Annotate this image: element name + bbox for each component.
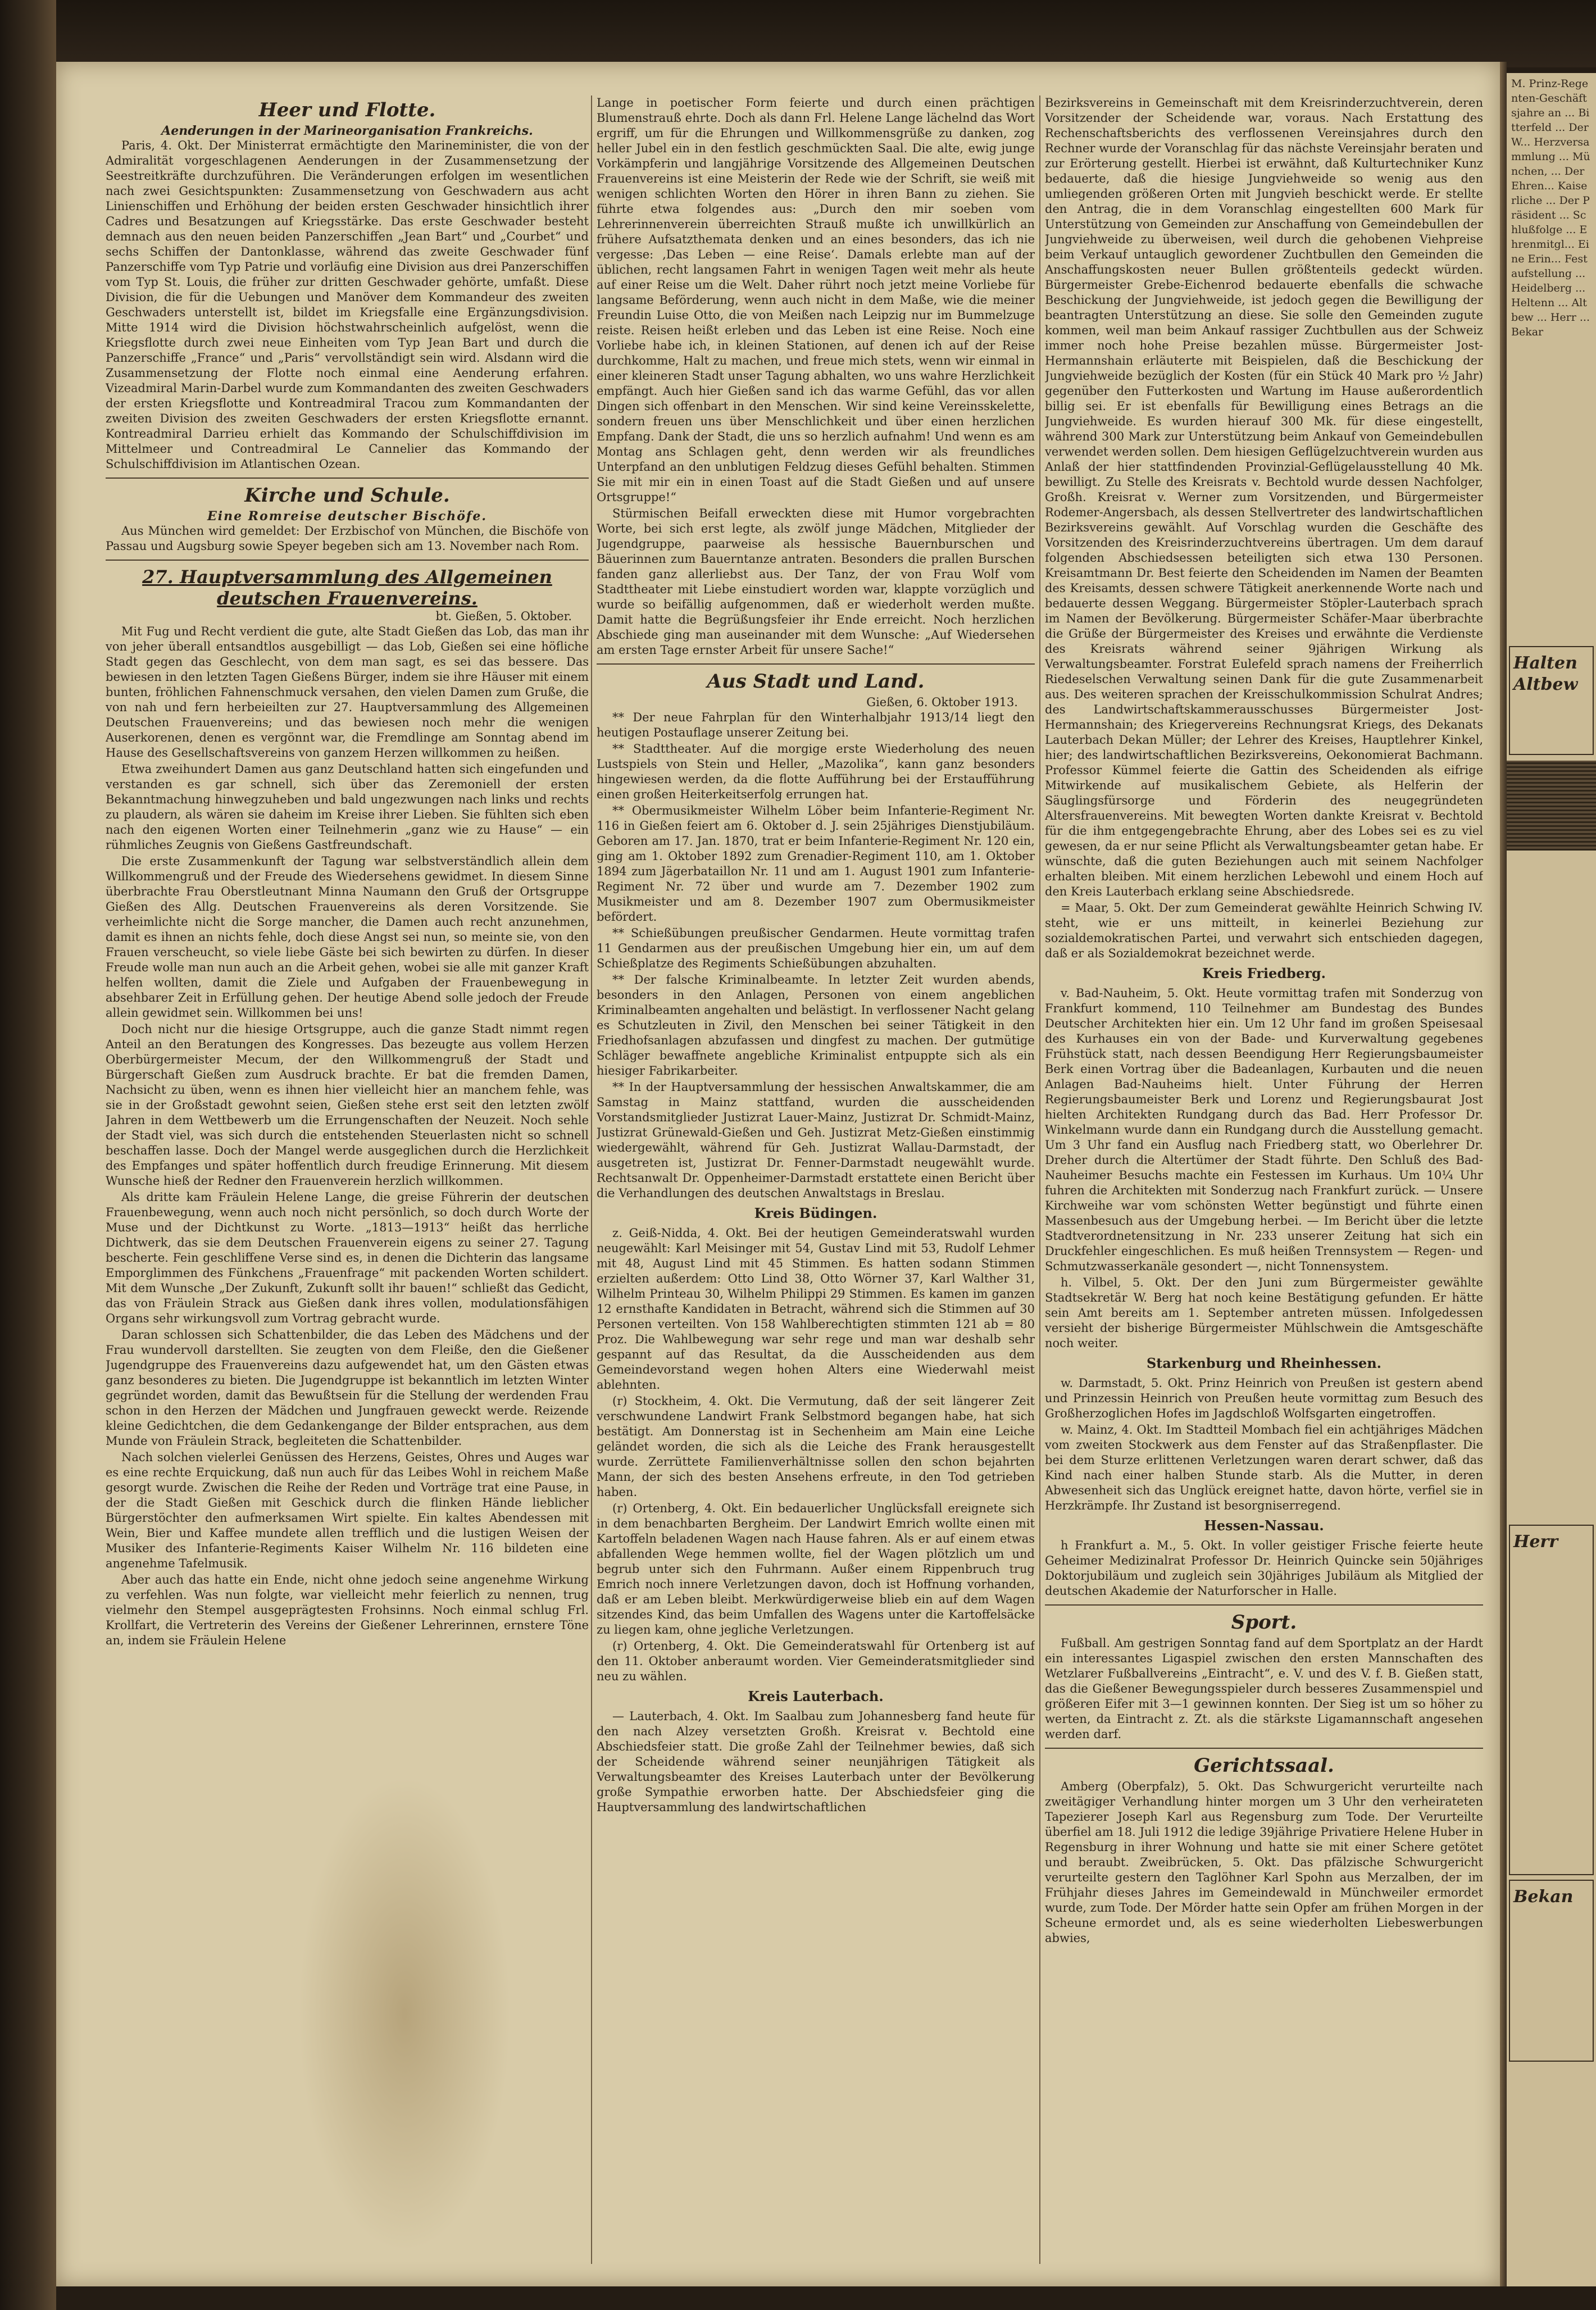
article-paragraph: Als dritte kam Fräulein Helene Lange, die greise Führerin der deutschen Frauenbewegung, wenn auch noch nicht persönlich, so doch durch Worte der Muse und der Dichtkunst zu Worte. „1813—1913“ heißt das herrliche Dichtwerk, das sie dem Deutschen Frauenverein eigens zu seiner 27. Tagung bescherte. Fein geschliffene Verse sind es, in denen die Dichterin das langsame Emporglimmen des Fünkchens „Frauenfrage“ mit packenden Worten schildert. Mit dem Wunsche „Der Zukunft, Zukunft sollt ihr bauen!“ schließt das Gedicht, das von Fräulein Strack aus Gießen dank ihres vollen, modulationsfähigen Organs sehr wirkungsvoll zum Vortrag gebracht wurde. (106, 1190, 589, 1325)
article-body-marine: Paris, 4. Okt. Der Ministerrat ermächtigte den Marineminister, die von der Admiralität vorgeschlagenen Aenderungen in der Zusammensetzung der Seestreitkräfte durchzuführen. Die Veränderungen erfolgen im wesentlichen nach zwei Gesichtspunkten: Zusammensetzung von Geschwadern aus acht Linienschiffen und Erhöhung der beiden ersten Geschwader hinsichtlich ihrer Cadres und Besatzungen auf Kriegsstärke. Das erste Geschwader besteht demnach aus den neuen beiden Panzerschiffen „Jean Bart“ und „Courbet“ und sechs Schiffen der Dantonklasse, während das zweite Geschwader fünf Panzerschiffe vom Typ Patrie und vorläufig eine Division aus drei Panzerschiffen vom Typ St. Louis, die früher zur dritten Geschwader gehörte, umfaßt. Diese Division, die für die Uebungen und Manöver dem Kommandeur des zweiten Geschwaders unterstellt ist, bildet im Kriegsfalle eine Ergänzungsdivision. Mitte 1914 wird die Division höchstwahrscheinlich aufgelöst, wenn die Kriegsflotte durch zwei neue Einheiten vom Typ Jean Bart und durch die Panzerschiffe „France“ und „Paris“ vervollständigt sein wird. Alsdann wird die Zusammensetzung der Flotte noch einmal eine Aenderung erfahren. Vizeadmiral Marin-Darbel wurde zum Kommandanten des zweiten Geschwaders der ersten Kriegsflotte und Kontreadmiral Tracou zum Kommandanten der zweiten Division des zweiten Geschwaders der ersten Kriegsflotte ernannt. Kontreadmiral Darrieu erhielt das Kommando der Schulschiffdivision im Mittelmeer und Contreadmiral Le Cannelier das Kommando der Schulschiffdivision im Atlantischen Ozean. (106, 139, 589, 471)
article-continuation: Lange in poetischer Form feierte und durch einen prächtigen Blumenstrauß ehrte. Doch als dann Frl. Helene Lange lächelnd das Wort ergriff, um für die Ehrungen und Willkommensgrüße zu danken, zog heller Jubel ein in den festlich geschmückten Saal. Die alte, ewig junge Vorkämpferin und langjährige Vorsitzende des Allgemeinen Deutschen Frauenvereins ist eine Meisterin der Rede wie der Schrift, sie weiß mit wenigen schlichten Worten den Hörer in ihren Bann zu ziehen. Sie führte etwa folgendes aus: „Durch den mir soeben vom Lehrerinnenverein überreichten Strauß mußte ich unwillkürlich an frühere Aufsatzthemata denken und an eines besonders, das ich nie vergesse: ‚Das Leben — eine Reise‘. Damals erlebte man auf der üblichen, recht langsamen Fahrt in wenigen Tagen weit mehr als heute auf einer Reise um die Welt. Daher rührt noch jetzt meine Vorliebe für langsame Beförderung, wenn auch nicht in dem Maße, wie die meiner Freundin Luise Otto, die von Meißen nach Leipzig nur im Bummelzuge reiste. Reisen heißt erleben und das Leben ist eine Reise. Noch eine Vorliebe habe ich, in kleinen Stationen, auf denen ich auf der Reise durchkomme, Halt zu machen, und freue mich stets, wenn wir einmal in einer kleineren Stadt unser Tagung abhalten, wo uns wahre Herzlichkeit empfängt. Auch hier Gießen sand ich das warme Gefühl, das vor allen Dingen sich offenbart in den Menschen. Wir sind keine Vereinsskelette, sondern freuen uns über Menschlichkeit und über einen herzlichen Empfang. Dank der Stadt, die uns so herzlich aufnahm! Und wenn es am Montag ans Schlagen geht, denn werden wir als freundliches Unterpfand an den unblutigen Feldzug dieses Gefühl behalten. Stimmen Sie mit mir ein in einen Toast auf die Stadt Gießen und auf unsere Ortsgruppe!“ (597, 96, 1035, 504)
divider (597, 663, 1035, 665)
binding-gutter (1500, 62, 1507, 2286)
adjacent-page-ad: Halten Altbew (1509, 646, 1594, 755)
column-1 (106, 96, 589, 2264)
news-item: (r) Ortenberg, 4. Okt. Ein bedauerlicher Unglücksfall ereignete sich in dem benachbarten Bergheim. Der Landwirt Emrich wollte einen mit Kartoffeln beladenen Wagen nach Hause fahren. Als er auf einem etwas abfallenden Wege hemmen wollte, fiel der Wagen plötzlich um und begrub unter sich den Fuhrmann. Außer einem Rippenbruch trug Emrich noch innere Verletzungen davon, doch ist Hoffnung vorhanden, daß er am Leben bleibt. Merkwürdigerweise blieb ein auf dem Wagen sitzendes Kind, das beim Umfallen des Wagens unter die Kartoffelsäcke zu liegen kam, ohne jegliche Verletzungen. (597, 1502, 1035, 1636)
adjacent-page-edge (1507, 73, 1596, 2286)
adjacent-page-ad: Herr (1509, 1525, 1594, 1875)
subsection-starkenburg: Starkenburg und Rheinhessen. (1146, 1355, 1382, 1371)
divider (1045, 1604, 1483, 1606)
adjacent-page-text: M. Prinz-Regenten-Geschäftsjahre an ... Bitterfeld ... Der W... Herzversammlung ... München, ... Der Ehren... Kaiserliche ... Der Präsident ... Schlußfolge ... Ehrenmitgl... Eine Erin... Festaufstellung ... Heidelberg ... Heltenn ... Altbew ... Herr ... Bekar (1511, 78, 1590, 338)
news-item: ** In der Hauptversammlung der hessischen Anwaltskammer, die am Samstag in Mainz stattfand, wurden die ausscheidenden Vorstandsmitglieder Justizrat Lauer-Mainz, Justizrat Dr. Schmidt-Mainz, Justizrat Grünewald-Gießen und Geh. Justizrat Metz-Gießen einstimmig wiedergewählt, während für Geh. Justizrat Wallau-Darmstadt, der ausgetreten ist, Justizrat Dr. Fenner-Darmstadt neugewählt wurde. Rechtsanwalt Dr. Oppenheimer-Darmstadt erstattete einen Bericht über die Verhandlungen des deutschen Anwaltstags in Breslau. (597, 1080, 1035, 1200)
news-item: ** Stadttheater. Auf die morgige erste Wiederholung des neuen Lustspiels von Stein und Heller, „Mazolika“, kann ganz besonders hingewiesen werden, da die flotte Aufführung bei der Erstaufführung einen großen Heiterkeitserfolg errungen hat. (597, 742, 1035, 801)
section-title-aus-stadt-und-land: Aus Stadt und Land. (707, 670, 925, 693)
article-body-romreise: Aus München wird gemeldet: Der Erzbischof von München, die Bischöfe von Passau und Augsburg sowie Speyer begeben sich am 13. November nach Rom. (106, 524, 589, 553)
section-dateline: Gießen, 6. Oktober 1913. (866, 695, 1018, 709)
subsection-kreis-lauterbach: Kreis Lauterbach. (748, 1688, 884, 1704)
divider (106, 478, 589, 479)
article-paragraph: Doch nicht nur die hiesige Ortsgruppe, auch die ganze Stadt nimmt regen Anteil an den Beratungen des Kongresses. Das bezeugte aus vollem Herzen Oberbürgermeister Mecum, der den Willkommengruß der Stadt und Bürgerschaft Gießen zum Ausdruck brachte. Er bat die fremden Damen, Nachsicht zu üben, wenn es ihnen hier vielleicht hier an manchem fehle, was sie in der Großstadt gewohnt seien, Gießen stehe erst seit den letzten zwölf Jahren in dem Wettbewerb um die Errungenschaften der Neuzeit. Noch sehle der Stadt viel, was sich durch die entstehenden Steuerlasten nicht so schnell beschaffen lasse. Doch der Mangel werde ausgeglichen durch die Herzlichkeit des Empfanges und später hoffentlich durch freudige Erinnerung. Mit diesem Wunsche hieß der Redner den Frauenverein herzlich willkommen. (106, 1022, 589, 1188)
news-item: = Maar, 5. Okt. Der zum Gemeinderat gewählte Heinrich Schwing IV. steht, wie er uns mitteilt, in keinerlei Beziehung zur sozialdemokratischen Partei, und verwahrt sich entschieden dagegen, daß er als Sozialdemokrat bezeichnet werde. (1045, 901, 1483, 960)
article-paragraph: Aber auch das hatte ein Ende, nicht ohne jedoch seine angenehme Wirkung zu verfehlen. Was nun folgte, war vielleicht mehr feierlich zu nennen, trug vielmehr den Stempel ausgeprägtesten Frohsinns. Noch einmal schlug Frl. Krollfart, die Vertreterin des Vereins der Gießener Lehrerinnen, ernstere Töne an, indem sie Fräulein Helene (106, 1573, 589, 1647)
scan-left-edge (0, 0, 56, 2310)
article-paragraph: Daran schlossen sich Schattenbilder, die das Leben des Mädchens und der Frau wundervoll darstellten. Sie zeugten von dem Fleiße, den die Gießener Jugendgruppe des Frauenvereins dazu aufgewendet hat, um den Gästen etwas ganz besonderes zu bieten. Die Jugendgruppe ist bekanntlich im letzten Winter gegründet worden, damit das Bewußtsein für die Stellung der werdenden Frau schon in den Herzen der Mädchen und Jungfrauen geweckt werde. Reizende kleine Gedichtchen, die dem Gedankengange der Bilder entsprachen, aus dem Munde von Fräulein Strack, begleiteten die Schattenbilder. (106, 1328, 589, 1448)
divider (1045, 1748, 1483, 1749)
article-heading-marine: Aenderungen in der Marineorganisation Frankreichs. (161, 124, 533, 138)
section-title-kirche-und-schule: Kirche und Schule. (244, 484, 450, 507)
article-paragraph: Stürmischen Beifall erweckten diese mit Humor vorgebrachten Worte, bei sich erst legte, als zwölf junge Mädchen, Mitglieder der Jugendgruppe, paarweise als hessische Bauernburschen und Bäuerinnen zum Bauerntanze antraten. Besonders die prallen Burschen fanden ganz allerliebst aus. Der Tanz, der von Frau Wolf vom Stadttheater mit Liebe einstudiert worden war, klappte vorzüglich und wurde so beifällig aufgenommen, daß er wiederholt werden mußte. Damit hatte die Begrüßungsfeier ihr Ende erreicht. Noch herzlichen Abschiede ging man auseinander mit dem Wunsche: „Auf Wiedersehen am ersten Tage ernster Arbeit für unsere Sache!“ (597, 507, 1035, 657)
news-item: (r) Stockheim, 4. Okt. Die Vermutung, daß der seit längerer Zeit verschwundene Landwirt Frank Selbstmord begangen habe, hat sich bestätigt. Am Donnerstag ist in Sechenheim am Main eine Leiche geländet worden, die sich als die Leiche des Frank herausgestellt wurde. Zerrüttete Familienverhältnisse sollen den schon bejahrten Mann, der sich des besten Ansehens erfreute, in den Tod getrieben haben. (597, 1394, 1035, 1499)
article-paragraph: Die erste Zusammenkunft der Tagung war selbstverständlich allein dem Willkommengruß und der Freude des Wiedersehens gewidmet. In diesem Sinne überbrachte Frau Oberstleutnant Minna Naumann den Gruß der Ortsgruppe Gießen des Allg. Deutschen Frauenvereins als deren Vorsitzende. Sie verheimlichte nicht die Sorge mancher, die Damen auch recht anzunehmen, damit es ihnen an nichts fehle, doch diese Angst sei nun, so meinte sie, von den Frauen verscheucht, so viele liebe Gäste bei sich bewirten zu dürfen. In dieser Freude wolle man nun auch an die Arbeit gehen, wobei sie alle mit ganzer Kraft helfen wollten, damit die Ziele und Aufgaben der Frauenbewegung in absehbarer Zeit in Erfüllung gehen. Der heutige Abend solle jedoch der Freude allein gewidmet sein. Willkommen bei uns! (106, 854, 589, 1020)
article-continuation: Bezirksvereins in Gemeinschaft mit dem Kreisrinderzuchtverein, deren Vorsitzender der Scheidende war, voraus. Nach Erstattung des Rechenschaftsberichts des verflossenen Vereinsjahres durch den Rechner wurde der Voranschlag für das nächste Vereinsjahr beraten und zur Erörterung gestellt. Hierbei ist erwähnt, daß Kulturtechniker Kunz bedauerte, daß die hiesige Jungviehweide so wenig aus den umliegenden größeren Orten mit Jungvieh beschickt werde. Er stellte den Antrag, die in dem Voranschlag eingestellten 600 Mark für Unterstützung von Gemeinden zur Anschaffung von Gemeindebullen der Jungviehweide zu überweisen, weil durch die gehobenen Viehpreise beim Verkauf untauglich gewordener Zuchtbullen den Gemeinden die Anschaffungskosten neuer Bullen größtenteils gedeckt würden. Bürgermeister Grebe-Eichenrod bedauerte ebenfalls die schwache Beschickung der Jungviehweide, ist jedoch gegen die Bewilligung der beantragten Unterstützung an diese. Sie solle den Gemeinden zugute kommen, weil man beim Ankauf rassiger Zuchtbullen aus der Schweiz immer noch hohe Preise bezahlen müsse. Bürgermeister Jost-Hermannshain erläuterte mit Beispielen, daß die Beschickung der Jungviehweide bezüglich der Kosten (für ein Stück 40 Mark pro ½ Jahr) gegenüber den Futterkosten und Wartung im Hause außerordentlich billig sei. Er ist ebenfalls für Bewilligung eines Betrags an die Jungviehweide. Es wurden hierauf 300 Mk. für diese eingestellt, während 300 Mark zur Unterstützung beim Ankauf von Gemeindebullen verwendet werden sollen. Dem hiesigen Geflügelzuchtverein wurden aus Anlaß der hier stattfindenden Provinzial-Geflügelausstellung 40 Mk. bewilligt. Zu Stelle des Kreisrats v. Bechtold wurde dessen Nachfolger, Großh. Kreisrat v. Werner zum Vorsitzenden, und Bürgermeister Rodemer-Angersbach, als dessen Stellvertreter des landwirtschaftlichen Bezirksvereins gewählt. Auf Vorschlag wurden die Geschäfte des Vorsitzenden des Kreisrinderzuchtvereins übertragen. Um dem darauf folgenden Abschiedsessen beteiligten sich etwa 130 Personen. Kreisamtmann Dr. Best feierte den Scheidenden im Namen der Beamten des Kreisamts, dessen schwere Tätigkeit anerkennende Worte nach und bedauerte dessen Weggang. Bürgermeister Stöpler-Lauterbach sprach im Namen der Bevölkerung. Bürgermeister Schäfer-Maar überbrachte die Grüße der Bürgermeister des Kreises und erwähnte die Verdienste des Kreisrats während seiner 9jährigen Wirkung als Verwaltungsbeamter. Forstrat Eulefeld sprach namens der Freiherrlich Riedeselschen Verwaltung seinen Dank für die gute Zusammenarbeit aus. Des weiteren sprachen der Kreisschulkommission Schulrat Andres; des Landwirtschaftskammerausschusses Bürgermeister Jost-Hermannshain; des Kriegervereins Rechnungsrat Kriegs, des Dekanats Lauterbach Dekan Müller; der Lehrer des Kreises, Hauptlehrer Kinkel, hier; des landwirtschaftlichen Bezirksvereins, Oekonomierat Bachmann. Professor Kümmel feierte die Gattin des Scheidenden als eifrige Mitwirkende auf musikalischem Gebiete, als Helferin der Säuglingsfürsorge und Förderin des neugegründeten Altersfrauenvereins. Mit bewegten Worten dankte Kreisrat v. Bechtold für die ihm entgegengebrachte Ehrung, aber des Lobes sei es zu viel gewesen, da er nur seine Pflicht als Verwaltungsbeamter getan habe. Er wünschte, daß die guten Beziehungen auch mit seinem Nachfolger erhalten bleiben. Mit einem herzlichen Lebewohl und einem Hoch auf den Kreis Lauterbach erklang seine Abschiedsrede. (1045, 96, 1483, 898)
news-item: w. Mainz, 4. Okt. Im Stadtteil Mombach fiel ein achtjähriges Mädchen vom zweiten Stockwerk aus dem Fenster auf das Straßenpflaster. Die bei dem Sturze erlittenen Verletzungen waren derart schwer, daß das Kind nach einer halben Stunde starb. Als die Mutter, in deren Abwesenheit sich das Unglück ereignet hatte, davon hörte, verfiel sie in Herzkrämpfe. Ihr Zustand ist besorgniserregend. (1045, 1423, 1483, 1512)
news-item: v. Bad-Nauheim, 5. Okt. Heute vormittag trafen mit Sonderzug von Frankfurt kommend, 110 Teilnehmer am Bundestag des Bundes Deutscher Architekten hier ein. Um 12 Uhr fand im großen Speisesaal des Kurhauses ein von der Bade- und Kurverwaltung gegebenes Frühstück statt, nach dessen Beendigung Herr Regierungsbaumeister Berk einen Vortrag über die Badeanlagen, Kurbauten und die neuen Anlagen Bad-Nauheims hielt. Unter Führung der Herren Regierungsbaumeister Berk und Lorenz und Regierungsbaurat Jost hielten Architekten Rundgang durch das Bad. Herr Professor Dr. Winkelmann wurde dann ein Rundgang durch die Ausstellung gemacht. Um 3 Uhr fand ein Ausflug nach Friedberg statt, wo Oberlehrer Dr. Dreher durch die Altertümer der Stadt führte. Den Schluß des Bad-Nauheimer Besuchs machte ein Festessen im Kurhaus. Um 10¼ Uhr fuhren die Architekten mit Sonderzug nach Frankfurt zurück. — Unsere Kirchweihe war vom schönsten Wetter begünstigt und führte einen Massenbesuch aus der Umgebung herbei. — Im Bericht über die letzte Stadtverordnetensitzung in Nr. 233 unserer Zeitung hat sich ein Druckfehler eingeschlichen. Es muß heißen Trennsystem — Regen- und Schmutzwasserkanäle gesondert —, nicht Tonnensystem. (1045, 986, 1483, 1273)
news-item: Fußball. Am gestrigen Sonntag fand auf dem Sportplatz an der Hardt ein interessantes Ligaspiel zwischen den ersten Mannschaften des Wetzlarer Fußballvereins „Eintracht“, e. V. und des V. f. B. Gießen statt, das die Gießener Bewegungsspieler durch besseres Zusammenspiel und größeren Eifer mit 3—1 gewinnen konnten. Der Sieg ist um so höher zu werten, da Eintracht z. Zt. als die stärkste Ligamannschaft angesehen werden darf. (1045, 1636, 1483, 1741)
article-subtitle-romreise: Eine Romreise deutscher Bischöfe. (207, 509, 488, 524)
news-item: h. Vilbel, 5. Okt. Der den Juni zum Bürgermeister gewählte Stadtsekretär W. Berg hat noch keine Bestätigung gefunden. Er hätte sein Amt bereits am 1. September antreten müssen. Infolgedessen versieht der bisherige Bürgermeister Mühlschwein die Amtsgeschäfte noch weiter. (1045, 1276, 1483, 1350)
news-item: z. Geiß-Nidda, 4. Okt. Bei der heutigen Gemeinderatswahl wurden neugewählt: Karl Meisinger mit 54, Gustav Lind mit 53, Rudolf Lehmer mit 48, August Lind mit 45 Stimmen. Es hatten sodann Stimmen erzielten außerdem: Otto Lind 38, Otto Wörner 37, Karl Walther 31, Wilhelm Printeau 30, Wilhelm Philippi 29 Stimmen. Es kamen im ganzen 12 ernsthafte Kandidaten in Betracht, während sich die Stimmen auf 30 Personen verteilten. Von 158 Wahlberechtigten stimmten 121 ab = 80 Proz. Die Wahlbewegung war sehr rege und man war deshalb sehr gespannt auf das Resultat, da die Ausscheidenden aus dem Gemeindevorstand wegen hohen Alters eine Wiederwahl meist ablehnten. (597, 1226, 1035, 1392)
column-rule-1 (591, 96, 592, 2264)
news-item: ** Der neue Fahrplan für den Winterhalbjahr 1913/14 liegt den heutigen Postauflage unserer Zeitung bei. (597, 711, 1035, 739)
article-paragraph: Nach solchen vielerlei Genüssen des Herzens, Geistes, Ohres und Auges war es eine rechte Erquickung, daß nun auch für das Leibes Wohl in reichem Maße gesorgt wurde. Zwischen die Reihe der Reden und Vorträge trat eine Pause, in der die Stadt Gießen mit Geschick durch die flinken Hände lieblicher Bürgerstöchter den aufmerksamen Wirt spielte. Ein kaltes Abendessen mit Wein, Bier und Kaffee mundete allen trefflich und die lustigen Weisen der Musiker des Infanterie-Regiments Kaiser Wilhelm Nr. 116 bildeten eine angenehme Tafelmusik. (106, 1450, 589, 1570)
section-title-sport: Sport. (1231, 1611, 1297, 1634)
article-heading-frauenverein: 27. Hauptversammlung des Allgemeinen deutschen Frauenvereins. (142, 566, 552, 609)
section-title-heer-und-flotte: Heer und Flotte. (258, 99, 436, 121)
news-item: w. Darmstadt, 5. Okt. Prinz Heinrich von Preußen ist gestern abend und Prinzessin Heinrich von Preußen heute vormittag zum Besuch des Großherzoglichen Hofes im Jagdschloß Wolfsgarten eingetroffen. (1045, 1376, 1483, 1420)
article-paragraph: Etwa zweihundert Damen aus ganz Deutschland hatten sich eingefunden und verstanden es gar schnell, sich über das Zeremoniell der ersten Bekanntmachung hinwegzuheben und bald ungezwungen nach links und rechts zu plaudern, als wären sie daheim im Kreise ihrer Lieben. Sie fühlten sich eben nach den eigenen Worten einer Teilnehmerin „ganz wie zu Hause“ — ein rühmliches Zeugnis von Gießens Gastfreundschaft. (106, 762, 589, 852)
subsection-kreis-friedberg: Kreis Friedberg. (1202, 965, 1326, 981)
section-title-gerichtssaal: Gerichtssaal. (1194, 1754, 1334, 1777)
news-item: Amberg (Oberpfalz), 5. Okt. Das Schwurgericht verurteilte nach zweitägiger Verhandlung hinter morgen um 3 Uhr den verheirateten Tapezierer Joseph Karl aus Regensburg zum Tode. Der Verurteilte überfiel am 18. Juli 1912 die ledige 39jährige Privatiere Helene Huber in Regensburg in ihrer Wohnung und hatte sie mit einer Schere getötet und beraubt. Zweibrücken, 5. Okt. Das pfälzische Schwurgericht verurteilte gestern den Taglöhner Karl Spohn aus Merzalben, der im Frühjahr dieses Jahres im Gemeindewald in Münchweiler ermordet wurde, zum Tode. Der Mörder hatte sein Opfer am frühen Morgen in der Scheune ermordet und, als es seine wiederholten Liebeswerbungen abwies, (1045, 1780, 1483, 1945)
article-paragraph: Mit Fug und Recht verdient die gute, alte Stadt Gießen das Lob, das man ihr von jeher überall entsandtlos ausgebilligt — das Lob, Gießen sei eine höfliche Stadt gegen das Geschlecht, von dem man sagt, es sei das bessere. Das bewiesen in den letzten Tagen Gießens Bürger, indem sie ihre Häuser mit einem bunten, fröhlichen Fahnenschmuck versahen, den vielen Damen zum Gruße, die von nah und fern herbeieilten zur 27. Hauptversammlung des Allgemeinen Deutschen Frauenvereins; und das bewiesen noch mehr die wenigen Auserkorenen, denen es vergönnt war, die Fremdlinge am Sonntag abend im Hause des Gesellschaftsvereins von ganzem Herzen willkommen zu heißen. (106, 625, 589, 760)
news-item: ** Obermusikmeister Wilhelm Löber beim Infanterie-Regiment Nr. 116 in Gießen feiert am 6. Oktober d. J. sein 25jähriges Dienstjubiläum. Geboren am 17. Jan. 1870, trat er beim Infanterie-Regiment Nr. 120 ein, ging am 1. Oktober 1892 zum Grenadier-Regiment 110, am 1. Oktober 1894 zum Jägerbataillon Nr. 11 und am 1. August 1901 zum Infanterie-Regiment Nr. 72 über und wurde am 7. Dezember 1902 zum Musikmeister und am 8. Dezember 1907 zum Obermusikmeister befördert. (597, 804, 1035, 924)
column-2 (597, 96, 1035, 2264)
news-item: — Lauterbach, 4. Okt. Im Saalbau zum Johannesberg fand heute für den nach Alzey versetzten Großh. Kreisrat v. Bechtold eine Abschiedsfeier statt. Die große Zahl der Teilnehmer bewies, daß sich der Scheidende während seiner neunjährigen Tätigkeit als Verwaltungsbeamter des Kreises Lauterbach unter der Bevölkerung große Sympathie erworben hatte. Der Abschiedsfeier ging die Hauptversammlung des landwirtschaftlichen (597, 1709, 1035, 1814)
column-3 (1045, 96, 1483, 2264)
article-dateline: bt. Gießen, 5. Oktober. (435, 610, 572, 623)
scan-top-edge (0, 0, 1596, 67)
adjacent-page-ad-band (1507, 761, 1596, 851)
news-item: ** Der falsche Kriminalbeamte. In letzter Zeit wurden abends, besonders in den Anlagen, Personen von einem angeblichen Kriminalbeamten angehalten und belästigt. In verflossener Nacht gelang es Schutzleuten in Zivil, den Menschen bei seiner Tätigkeit in den Friedhofsanlagen abzufassen und dingfest zu machen. Der gutmütige Schläger bewaffnete angebliche Kriminalist entpuppte sich als ein hiesiger Fabrikarbeiter. (597, 973, 1035, 1077)
newspaper-page (56, 62, 1500, 2286)
divider (106, 560, 589, 561)
news-item: (r) Ortenberg, 4. Okt. Die Gemeinderatswahl für Ortenberg ist auf den 11. Oktober anberaumt worden. Vier Gemeinderatsmitglieder sind neu zu wählen. (597, 1639, 1035, 1683)
news-item: ** Schießübungen preußischer Gendarmen. Heute vormittag trafen 11 Gendarmen aus der preußischen Umgebung hier ein, um auf dem Schießplatze des Regiments Schießübungen abzuhalten. (597, 926, 1035, 970)
column-rule-2 (1039, 96, 1040, 2264)
subsection-kreis-buedingen: Kreis Büdingen. (754, 1205, 877, 1221)
news-item: h Frankfurt a. M., 5. Okt. In voller geistiger Frische feierte heute Geheimer Medizinalrat Professor Dr. Heinrich Quincke sein 50jähriges Doktorjubiläum und zugleich sein 30jähriges Jubiläum als Mitglied der deutschen Akademie der Naturforscher in Halle. (1045, 1539, 1483, 1598)
subsection-hessen-nassau: Hessen-Nassau. (1204, 1517, 1324, 1534)
adjacent-page-ad: Bekan (1509, 1880, 1594, 2062)
